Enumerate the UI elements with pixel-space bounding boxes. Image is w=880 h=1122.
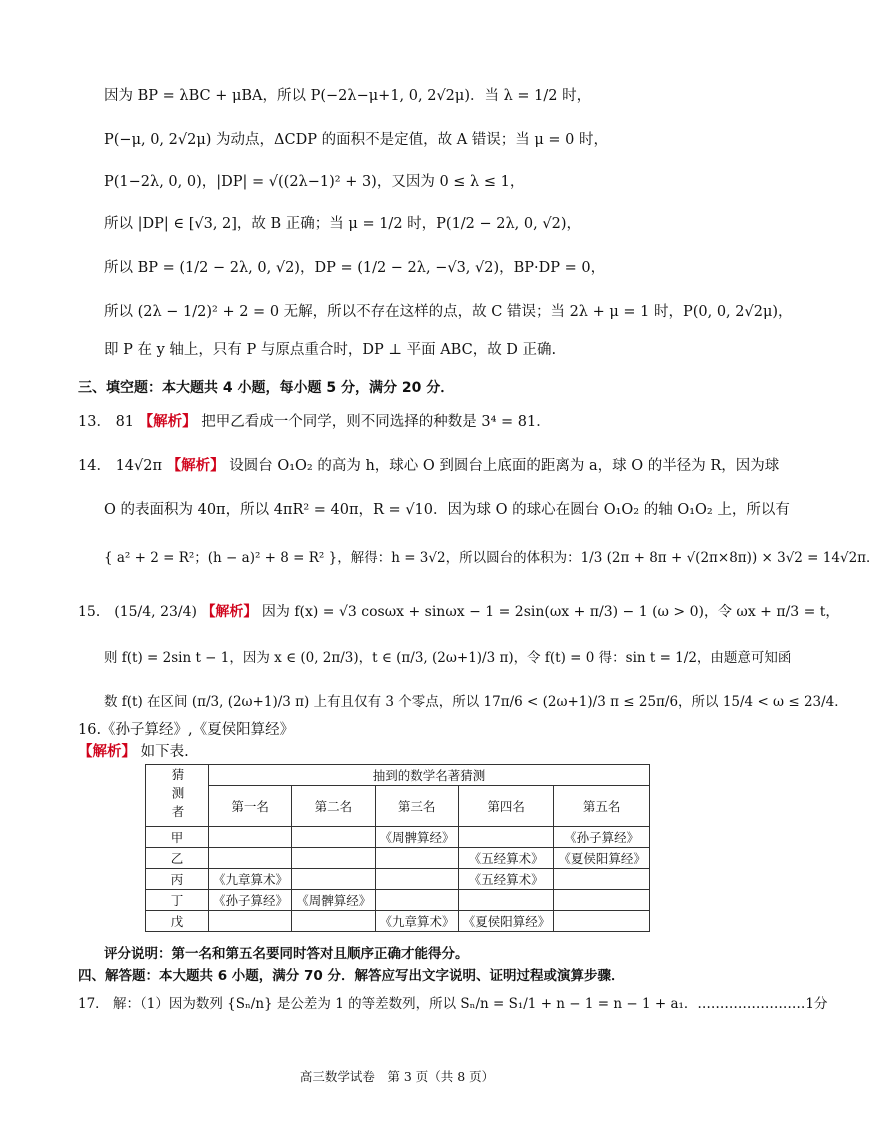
table-cell [458, 827, 554, 848]
table-cell: 《五经算术》 [458, 848, 554, 869]
table-cell: 《五经算术》 [458, 869, 554, 890]
section-4-heading: 四、解答题：本大题共 6 小题，满分 70 分．解答应写出文字说明、证明过程或演算步骤． [78, 968, 625, 984]
q17-text: 解：（1）因为数列 {Sₙ/n} 是公差为 1 的等差数列，所以 Sₙ/n = S₁/1 + n − 1 = n − 1 + a₁．……………………1分 [112, 996, 828, 1012]
table-cell [375, 890, 458, 911]
table-cell: 《周髀算经》 [292, 890, 375, 911]
row-name: 甲 [146, 827, 209, 848]
section-3-heading: 三、填空题：本大题共 4 小题，每小题 5 分，满分 20 分． [78, 380, 455, 396]
row-name: 丙 [146, 869, 209, 890]
q13-number: 13． [78, 414, 111, 430]
q14-text-1: 设圆台 O₁O₂ 的高为 h，球心 O 到圆台上底面的距离为 a，球 O 的半径为 R，因为球 [229, 458, 780, 474]
table-cell: 《孙子算经》 [209, 890, 292, 911]
table-row [146, 869, 650, 890]
q16-analysis-tag: 【解析】 [78, 743, 136, 760]
table-cell [209, 827, 292, 848]
table-row [146, 827, 650, 848]
scoring-note: 评分说明：第一名和第五名要同时答对且顺序正确才能得分。 [104, 946, 469, 962]
table-col-3: 第三名 [375, 786, 458, 827]
q16-text: 如下表. [140, 744, 189, 760]
table-cell [292, 827, 375, 848]
table-row [146, 890, 650, 911]
table-cell [209, 911, 292, 932]
table-cell: 《夏侯阳算经》 [458, 911, 554, 932]
q15-text-3: 数 f(t) 在区间 (π/3, (2ω+1)/3 π) 上有且仅有 3 个零点，所以 17π/6 < (2ω+1)/3 π ≤ 25π/6，所以 15/4 < ω ≤ 23/4． [104, 694, 848, 710]
table-col-2: 第二名 [292, 786, 375, 827]
table-cell [554, 890, 650, 911]
row-name: 戊 [146, 911, 209, 932]
table-cell [209, 848, 292, 869]
table-cell: 《九章算术》 [209, 869, 292, 890]
table-header-row-2 [146, 786, 650, 827]
analysis-line-7: 即 P 在 y 轴上，只有 P 与原点重合时，DP ⊥ 平面 ABC，故 D 正确. [104, 342, 557, 358]
table-header-group: 抽到的数学名著猜测 [209, 765, 650, 786]
table-cell [292, 911, 375, 932]
analysis-line-5: 所以 BP = (1/2 − 2λ, 0, √2)，DP = (1/2 − 2λ, −√3, √2)，BP·DP = 0， [104, 260, 606, 276]
q14-text-3: { a² + 2 = R²；(h − a)² + 8 = R² }，解得：h = 3√2，所以圆台的体积为：1/3 (2π + 8π + √(2π×8π)) × 3√2 = 14√2π． [104, 550, 880, 566]
table-cell: 《夏侯阳算经》 [554, 848, 650, 869]
table-cell [375, 848, 458, 869]
analysis-line-2: P(−μ, 0, 2√2μ) 为动点，ΔCDP 的面积不是定值，故 A 错误；当 μ = 0 时， [104, 132, 609, 148]
q15-text-1: 因为 f(x) = √3 cosωx + sinωx − 1 = 2sin(ωx + π/3) − 1 (ω > 0)，令 ωx + π/3 = t， [261, 604, 840, 620]
table-cell [292, 869, 375, 890]
table-cell: 《孙子算经》 [554, 827, 650, 848]
table-row [146, 848, 650, 869]
table-cell [554, 869, 650, 890]
q15-answer: (15/4, 23/4) [114, 604, 197, 620]
q17-number: 17． [78, 996, 109, 1012]
q16-analysis [78, 742, 189, 762]
question-14 [78, 456, 779, 476]
analysis-line-4: 所以 |DP| ∈ [√3, 2]，故 B 正确；当 μ = 1/2 时，P(1/2 − 2λ, 0, √2)， [104, 216, 581, 232]
table-cell [292, 848, 375, 869]
row-name: 乙 [146, 848, 209, 869]
table-col-1: 第一名 [209, 786, 292, 827]
table-header-row-1 [146, 765, 650, 786]
question-13 [78, 412, 551, 432]
q15-number: 15． [78, 604, 110, 620]
analysis-line-3: P(1−2λ, 0, 0)，|DP| = √((2λ−1)² + 3)，又因为 0 ≤ λ ≤ 1， [104, 174, 525, 190]
question-15 [78, 602, 839, 622]
question-17 [78, 994, 828, 1014]
table-cell: 《周髀算经》 [375, 827, 458, 848]
q14-number: 14． [78, 458, 111, 474]
row-name: 丁 [146, 890, 209, 911]
table-cell [458, 890, 554, 911]
page-footer: 高三数学试卷 第 3 页（共 8 页） [299, 1069, 495, 1084]
table-cell [554, 911, 650, 932]
q14-analysis-tag: 【解析】 [166, 457, 225, 474]
q14-text-2: O 的表面积为 40π，所以 4πR² = 40π，R = √10．因为球 O 的球心在圆台 O₁O₂ 的轴 O₁O₂ 上，所以有 [104, 502, 790, 518]
q15-analysis-tag: 【解析】 [201, 604, 258, 620]
q15-text-2: 则 f(t) = 2sin t − 1，因为 x ∈ (0, 2π/3)，t ∈ (π/3, (2ω+1)/3 π)，令 f(t) = 0 得：sin t = 1/2，由题意可知函 [104, 650, 792, 666]
q13-analysis-tag: 【解析】 [138, 413, 197, 430]
guess-table [145, 764, 650, 932]
table-col-4: 第四名 [458, 786, 554, 827]
table-row [146, 911, 650, 932]
analysis-line-1: 因为 BP = λBC + μBA，所以 P(−2λ−μ+1, 0, 2√2μ)．当 λ = 1/2 时， [104, 88, 592, 104]
q14-answer: 14√2π [115, 458, 163, 474]
table-cell: 《九章算术》 [375, 911, 458, 932]
q13-text: 把甲乙看成一个同学，则不同选择的种数是 3⁴ = 81． [201, 414, 551, 430]
table-cell [375, 869, 458, 890]
table-col-5: 第五名 [554, 786, 650, 827]
q13-answer: 81 [115, 414, 135, 430]
table-header-guesser: 猜测者 [146, 765, 209, 827]
q16-title: 16.《孙子算经》,《夏侯阳算经》 [78, 722, 295, 738]
analysis-line-6: 所以 (2λ − 1/2)² + 2 = 0 无解，所以不存在这样的点，故 C 错误；当 2λ + μ = 1 时，P(0, 0, 2√2μ)， [104, 304, 793, 320]
